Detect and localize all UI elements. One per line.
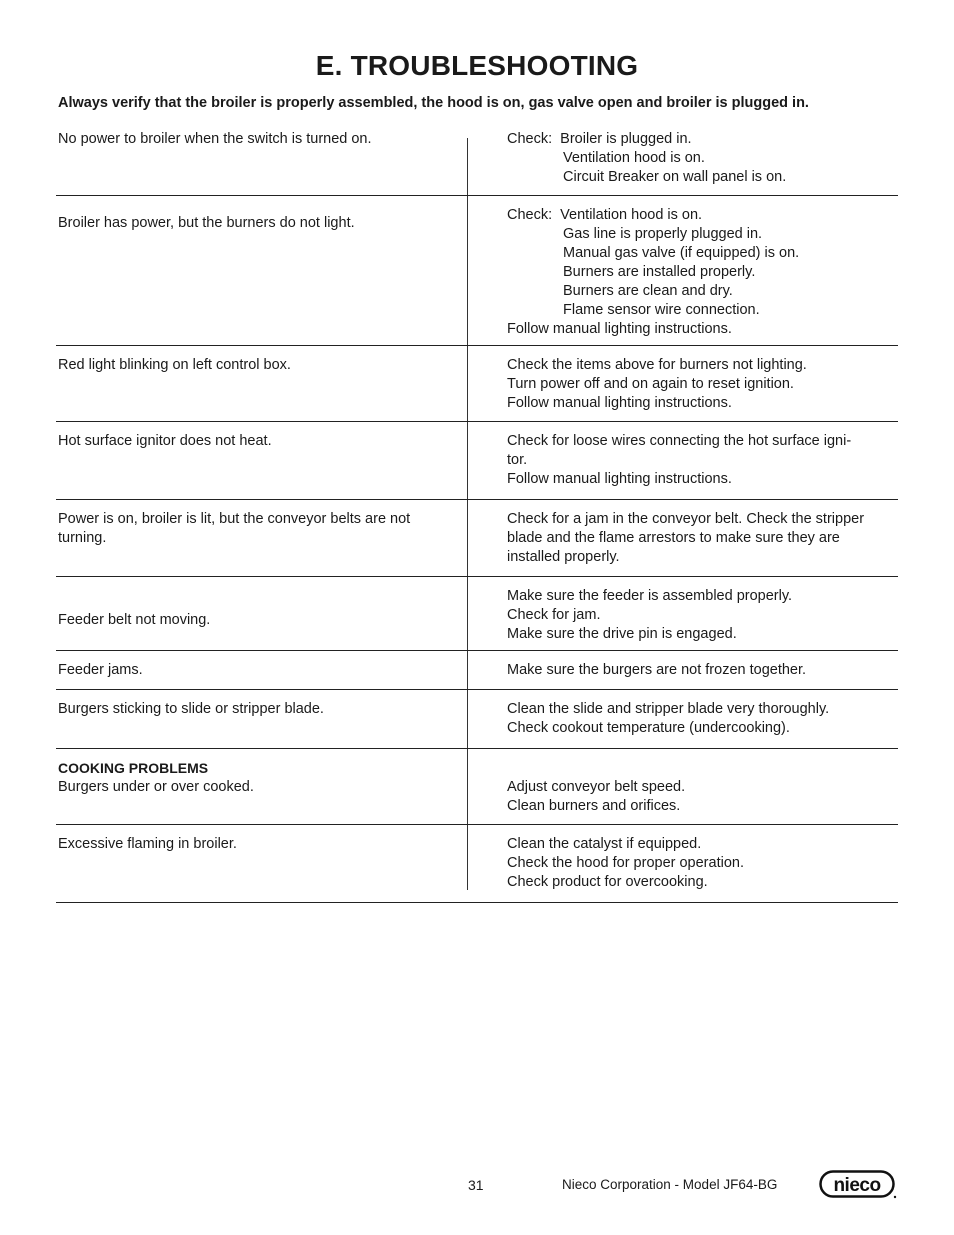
problem-text: Broiler has power, but the burners do not light. <box>58 215 355 231</box>
problem-cell <box>58 611 453 630</box>
problem-cell <box>58 510 453 548</box>
table-row <box>56 651 898 690</box>
table-row <box>56 500 898 577</box>
solution-text: Adjust conveyor belt speed. <box>507 779 686 795</box>
problem-text: Burgers under or over cooked. <box>58 779 254 795</box>
solution-text: blade and the flame arrestors to make sure they are <box>507 530 840 546</box>
solution-cell <box>507 432 902 489</box>
solution-text: Check the items above for burners not lighting. <box>507 357 807 373</box>
solution-text: Make sure the drive pin is engaged. <box>507 626 737 642</box>
table-row <box>56 196 898 346</box>
solution-text: Check the hood for proper operation. <box>507 855 744 871</box>
solution-text: Burners are clean and dry. <box>563 283 733 299</box>
solution-cell <box>507 661 902 680</box>
solution-cell <box>507 206 902 339</box>
problem-cell <box>58 835 453 854</box>
table-row <box>56 577 898 651</box>
problem-cell <box>58 432 453 451</box>
solution-text: Turn power off and on again to reset ignition. <box>507 376 794 392</box>
problem-cell <box>58 214 453 233</box>
solution-text: Make sure the feeder is assembled properly. <box>507 588 793 604</box>
solution-text: Manual gas valve (if equipped) is on. <box>563 245 800 261</box>
intro-note: Always verify that the broiler is properly assembled, the hood is on, gas valve open and broiler is plugged in. <box>58 95 809 111</box>
table-row <box>56 825 898 903</box>
table-row <box>56 749 898 825</box>
problem-text: turning. <box>58 530 107 546</box>
solution-cell <box>507 778 902 816</box>
solution-cell <box>507 587 902 644</box>
solution-text: Make sure the burgers are not frozen together. <box>507 662 807 678</box>
solution-text: Circuit Breaker on wall panel is on. <box>563 169 787 185</box>
problem-text: Burgers sticking to slide or stripper blade. <box>58 701 324 717</box>
solution-text: Check: Ventilation hood is on. <box>507 207 703 223</box>
page-number: 31 <box>468 1177 484 1193</box>
solution-cell <box>507 356 902 413</box>
problem-text: Hot surface ignitor does not heat. <box>58 433 272 449</box>
table-row <box>56 690 898 749</box>
solution-cell <box>507 510 902 567</box>
solution-text: Check product for overcooking. <box>507 874 708 890</box>
solution-text: Ventilation hood is on. <box>563 150 705 166</box>
problem-text: Feeder jams. <box>58 662 143 678</box>
table-row <box>56 128 898 196</box>
svg-text:nieco: nieco <box>833 1175 881 1196</box>
solution-text: Check: Broiler is plugged in. <box>507 131 692 147</box>
solution-text: Check for jam. <box>507 607 601 623</box>
page-title: E. TROUBLESHOOTING <box>315 50 639 81</box>
solution-cell <box>507 835 902 892</box>
problem-text: Red light blinking on left control box. <box>58 357 291 373</box>
solution-text: installed properly. <box>507 549 620 565</box>
problem-text: Excessive flaming in broiler. <box>58 836 237 852</box>
table-row <box>56 346 898 422</box>
section-heading: COOKING PROBLEMS <box>58 760 209 776</box>
problem-text: No power to broiler when the switch is turned on. <box>58 131 372 147</box>
solution-text: Clean the catalyst if equipped. <box>507 836 702 852</box>
nieco-logo <box>819 1170 897 1200</box>
solution-text: Burners are installed properly. <box>563 264 756 280</box>
solution-text: Clean the slide and stripper blade very thoroughly. <box>507 701 830 717</box>
solution-text: Flame sensor wire connection. <box>563 302 760 318</box>
solution-text: Check for loose wires connecting the hot surface igni- <box>507 433 852 449</box>
problem-cell <box>58 700 453 719</box>
problem-text: Feeder belt not moving. <box>58 612 211 628</box>
problem-text: Power is on, broiler is lit, but the conveyor belts are not <box>58 511 411 527</box>
solution-text: Check cookout temperature (undercooking). <box>507 720 790 736</box>
troubleshooting-table <box>56 128 898 903</box>
problem-cell <box>58 661 453 680</box>
solution-text: Follow manual lighting instructions. <box>507 321 732 337</box>
footer-text: Nieco Corporation - Model JF64-BG <box>562 1177 778 1192</box>
solution-text: Clean burners and orifices. <box>507 798 681 814</box>
solution-text: Follow manual lighting instructions. <box>507 471 732 487</box>
solution-text: Gas line is properly plugged in. <box>563 226 763 242</box>
solution-text: tor. <box>507 452 528 468</box>
problem-cell <box>58 356 453 375</box>
solution-text: Check for a jam in the conveyor belt. Check the stripper <box>507 511 865 527</box>
problem-cell <box>58 759 453 797</box>
solution-text: Follow manual lighting instructions. <box>507 395 732 411</box>
solution-cell <box>507 700 902 738</box>
table-row <box>56 422 898 500</box>
problem-cell <box>58 130 453 149</box>
solution-cell <box>507 130 902 187</box>
